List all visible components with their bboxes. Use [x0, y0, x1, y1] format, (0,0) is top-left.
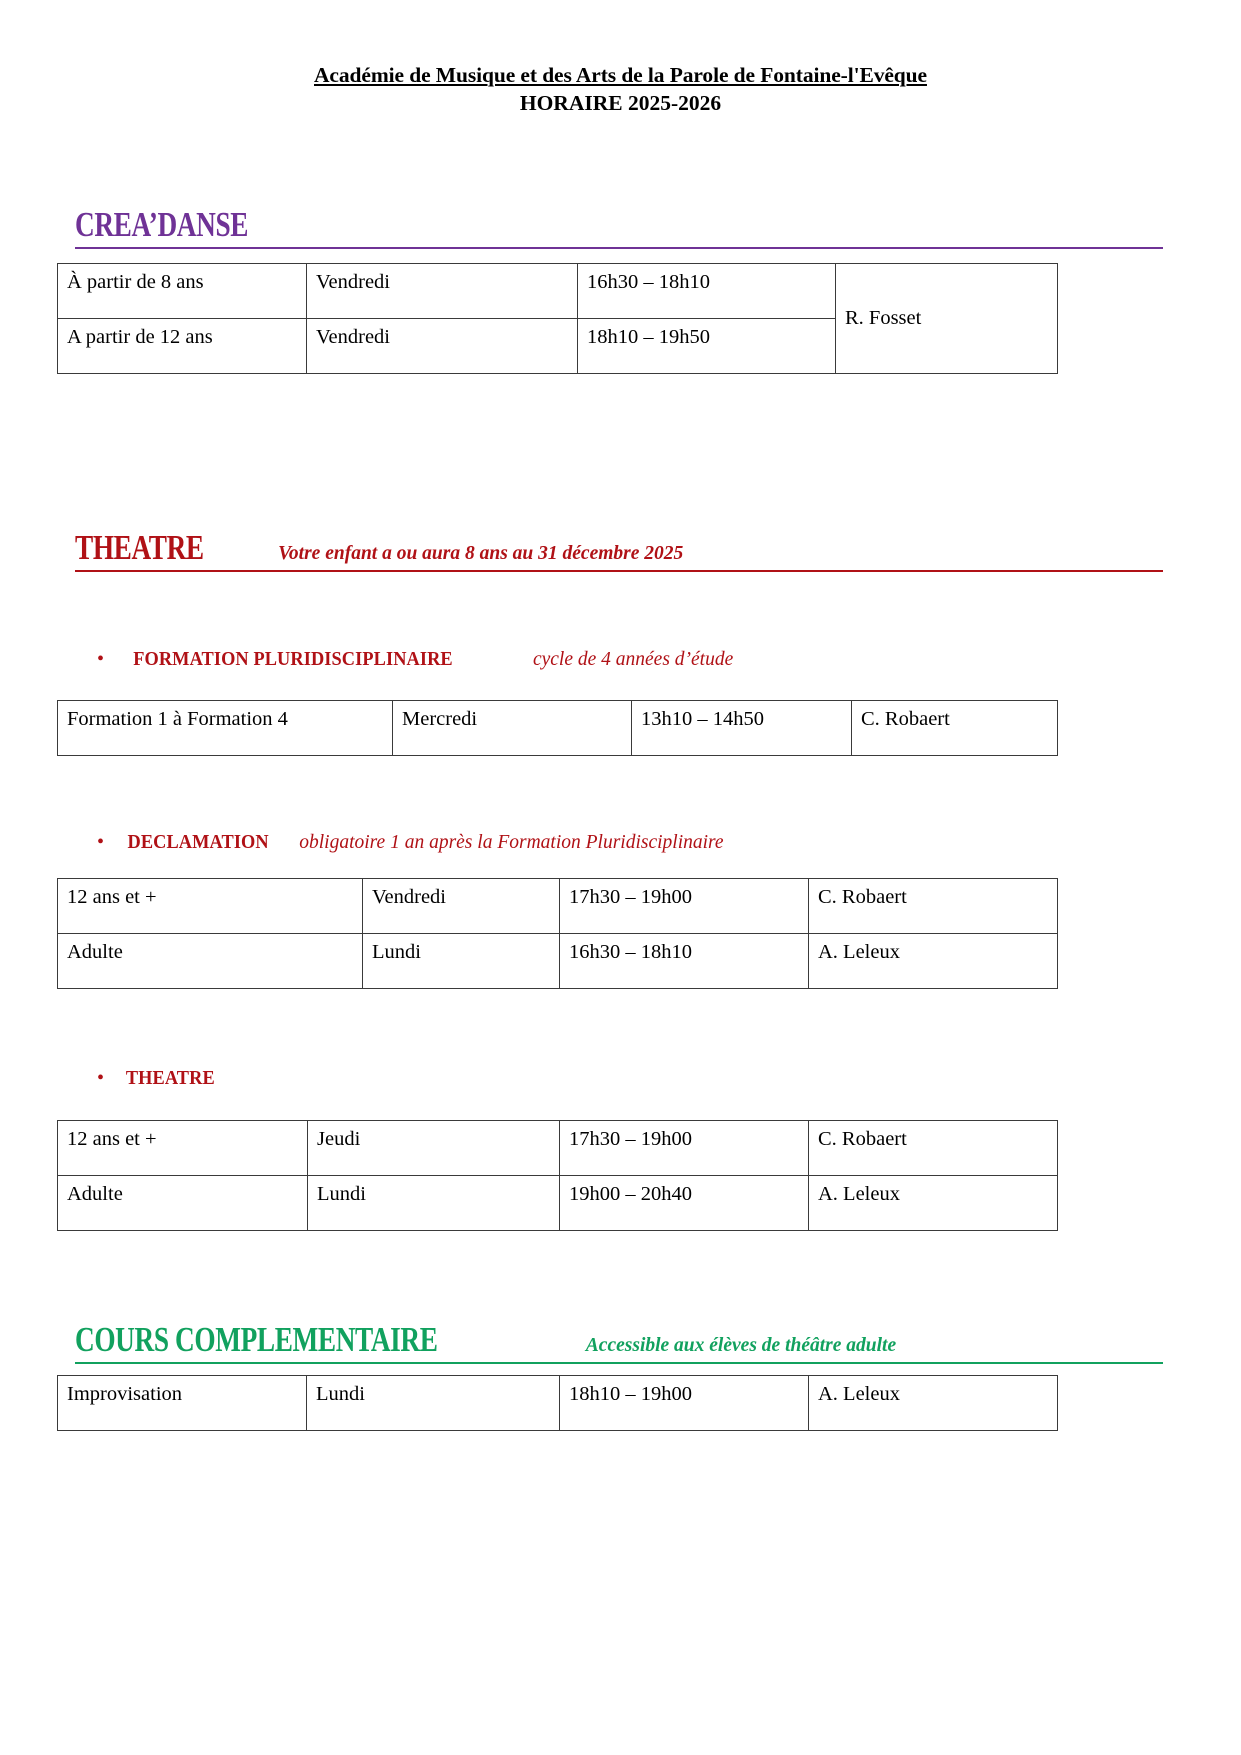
section-title-creadanse: CREA’DANSE: [75, 205, 249, 244]
cell-teacher: A. Leleux: [809, 1376, 1058, 1431]
table-row: [58, 934, 1058, 989]
cell-time: 13h10 – 14h50: [632, 701, 852, 756]
subsection-note: cycle de 4 années d’étude: [532, 649, 734, 670]
table-declamation: [57, 878, 1058, 989]
table-row: [58, 1176, 1058, 1231]
section-heading-theatre: [75, 528, 1163, 572]
bullet-icon: •: [97, 831, 105, 853]
cell-teacher: R. Fosset: [836, 264, 1058, 374]
cell-level: Formation 1 à Formation 4: [58, 701, 393, 756]
table-row: [58, 701, 1058, 756]
cell-teacher: A. Leleux: [809, 934, 1058, 989]
section-title-cours-complementaire: COURS COMPLEMENTAIRE: [75, 1320, 438, 1359]
cell-level: À partir de 8 ans: [58, 264, 307, 319]
cell-time: 17h30 – 19h00: [560, 879, 809, 934]
cell-time: 18h10 – 19h50: [578, 319, 836, 374]
cell-day: Jeudi: [308, 1121, 560, 1176]
subsection-label: THEATRE: [125, 1068, 215, 1089]
cell-day: Mercredi: [393, 701, 632, 756]
table-formation-pluridisciplinaire: [57, 700, 1058, 756]
subsection-theatre: [97, 1068, 218, 1090]
cell-time: 16h30 – 18h10: [560, 934, 809, 989]
subsection-formation-pluridisciplinaire: [97, 649, 733, 671]
cell-teacher: C. Robaert: [809, 879, 1058, 934]
section-note-cours-complementaire: Accessible aux élèves de théâtre adulte: [585, 1335, 897, 1356]
section-title-theatre: THEATRE: [75, 528, 204, 567]
subsection-label: DECLAMATION: [127, 832, 269, 853]
subsection-note: obligatoire 1 an après la Formation Pluridisciplinaire: [299, 832, 724, 853]
subsection-declamation: [97, 832, 724, 854]
cell-day: Lundi: [307, 1376, 560, 1431]
section-heading-creadanse: [75, 205, 1163, 249]
bullet-icon: •: [97, 1067, 105, 1089]
cell-day: Lundi: [363, 934, 560, 989]
page-subtitle: HORAIRE 2025-2026: [519, 90, 722, 115]
cell-time: 19h00 – 20h40: [560, 1176, 809, 1231]
cell-teacher: C. Robaert: [809, 1121, 1058, 1176]
cell-level: 12 ans et +: [58, 879, 363, 934]
cell-day: Vendredi: [363, 879, 560, 934]
section-heading-cours-complementaire: [75, 1320, 1163, 1364]
cell-level: 12 ans et +: [58, 1121, 308, 1176]
section-note-theatre: Votre enfant a ou aura 8 ans au 31 décembre 2025: [278, 543, 684, 564]
table-row: [58, 1121, 1058, 1176]
cell-time: 18h10 – 19h00: [560, 1376, 809, 1431]
cell-time: 16h30 – 18h10: [578, 264, 836, 319]
document-header: [0, 0, 1241, 118]
table-creadanse: [57, 263, 1058, 374]
cell-day: Vendredi: [307, 264, 578, 319]
cell-teacher: C. Robaert: [852, 701, 1058, 756]
table-row: [58, 1376, 1058, 1431]
subsection-label: FORMATION PLURIDISCIPLINAIRE: [133, 649, 453, 670]
cell-day: Lundi: [308, 1176, 560, 1231]
cell-level: Adulte: [58, 934, 363, 989]
table-row: [58, 879, 1058, 934]
page-title: Académie de Musique et des Arts de la Parole de Fontaine-l'Evêque: [314, 63, 927, 87]
cell-day: Vendredi: [307, 319, 578, 374]
cell-time: 17h30 – 19h00: [560, 1121, 809, 1176]
table-row: [58, 264, 1058, 319]
bullet-icon: •: [97, 648, 105, 670]
cell-level: A partir de 12 ans: [58, 319, 307, 374]
table-theatre: [57, 1120, 1058, 1231]
cell-teacher: A. Leleux: [809, 1176, 1058, 1231]
table-cours-complementaire: [57, 1375, 1058, 1431]
cell-level: Adulte: [58, 1176, 308, 1231]
cell-level: Improvisation: [58, 1376, 307, 1431]
